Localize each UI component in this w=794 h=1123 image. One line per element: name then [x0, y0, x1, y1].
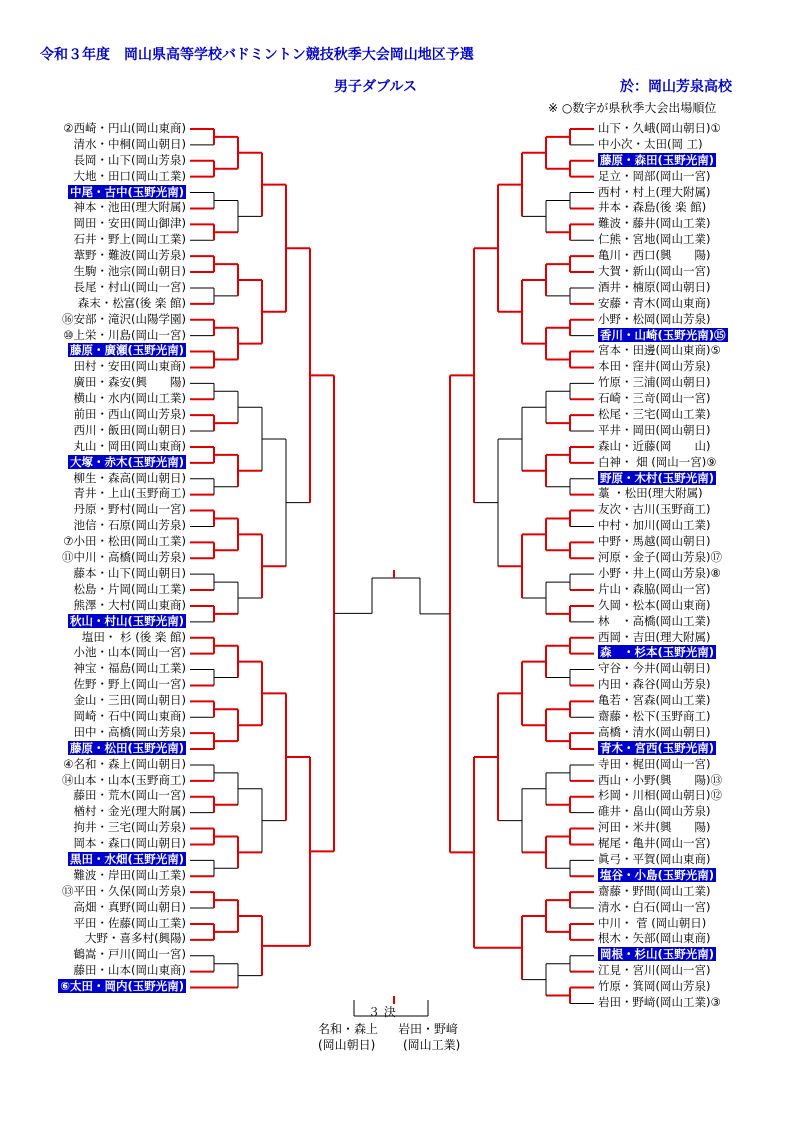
entry-name: 中小次・太田(岡 工) [598, 136, 703, 151]
entry-name: ⑦小田・松田(岡山工業) [63, 534, 186, 549]
entry-name: 眞弓・平賀(岡山東商) [598, 851, 711, 866]
entry-name: 松島・片岡(岡山工業) [73, 581, 186, 596]
entry-name: 池信・石原(岡山芳泉) [73, 518, 186, 533]
entry-name: 藤本・山下(岡山朝日) [73, 565, 186, 580]
entry-name: 藤原・松田(玉野光南) [69, 740, 184, 755]
entry-name: 田中・高橋(岡山芳泉) [73, 724, 186, 739]
entry-name: 大地・田口(岡山工業) [73, 168, 186, 183]
venue: 於：岡山芳泉高校 [620, 79, 732, 95]
entry-name: ⑯安部・滝沢(山陽学園) [62, 311, 186, 326]
entry-name: 亀川・西口(興 陽) [598, 248, 711, 263]
entry-name: 松尾・三宅(岡山工業) [598, 407, 711, 422]
entry-name: 小野・井上(岡山芳泉)⑧ [598, 565, 721, 580]
entry-name: 杉岡・川相(岡山朝日)⑫ [598, 788, 722, 803]
entry-name: 横山・水内(岡山工業) [73, 391, 186, 406]
entry-name: 田村・安田(岡山東商) [73, 359, 186, 374]
entry-name: 片山・森脇(岡山一宮) [598, 581, 711, 596]
entry-name: 石崎・三竒(岡山一宮) [598, 391, 711, 406]
entry-name: 岡本・森口(岡山朝日) [73, 836, 186, 851]
entry-name: 廣田・森安(興 陽) [73, 375, 186, 390]
entry-name: 藤田・山本(岡山東商) [73, 963, 186, 978]
entry-name: 藤原・廣瀬(玉野光南) [69, 343, 184, 358]
entry-name: 齋藤・松下(玉野商工) [598, 708, 711, 723]
entry-name: 塩谷・小島(玉野光南) [600, 867, 715, 882]
third-place-right-name: 岩田・野﨑 [398, 1022, 459, 1036]
entry-name: 安藤・青木(岡山東商) [598, 295, 711, 310]
entry-name: 岩田・野﨑(岡山工業)③ [598, 994, 721, 1009]
entry-name: 熊澤・大村(岡山東商) [73, 597, 186, 612]
entry-name: 藁 ・松田(理大附属) [598, 486, 703, 501]
event-name: 男子ダブルス [334, 79, 418, 95]
entry-name: 野原・木村(玉野光南) [600, 470, 715, 485]
entry-name: 友次・古川(玉野商工) [598, 502, 711, 517]
entry-name: 長岡・山下(岡山芳泉) [73, 152, 186, 167]
third-place-left-school: (岡山朝日) [318, 1038, 376, 1052]
entry-name: 塩田・ 杉 (後 楽 館) [81, 629, 186, 644]
entry-name: 藤田・荒木(岡山一宮) [73, 788, 186, 803]
entry-name: 大塚・赤木(玉野光南) [69, 454, 184, 469]
entry-name: 香川・山崎(玉野光南)⑮ [600, 327, 726, 342]
entry-name: ⑬平田・久保(岡山芳泉) [62, 883, 186, 898]
entry-name: 中野・馬越(岡山朝日) [598, 534, 711, 549]
entry-name: 碓井・畠山(岡山芳泉) [598, 804, 711, 819]
entry-name: 中尾・古中(玉野光南) [69, 184, 184, 199]
entry-name: 河田・米井(興 陽) [598, 820, 711, 835]
legend-note: ※ ○数字が県秋季大会出場順位 [548, 101, 717, 115]
entry-name: 小池・山本(岡山一宮) [73, 645, 186, 660]
entry-name: 西山・小野(興 陽)⑬ [598, 772, 722, 787]
third-place-right-school: (岡山工業) [403, 1038, 461, 1052]
entry-name: 平田・佐藤(岡山工業) [73, 915, 186, 930]
entry-name: 山下・久峨(岡山朝日)① [598, 121, 721, 135]
entry-name: 高畑・真野(岡山朝日) [73, 899, 186, 914]
entry-name: 佐野・野上(岡山一宮) [73, 677, 186, 692]
entry-name: 河原・金子(岡山芳泉)⑰ [598, 550, 722, 565]
entry-name: 岡田・安田(岡山御津) [73, 216, 186, 231]
entry-name: 西岡・吉田(理大附属) [598, 629, 711, 644]
entry-name: 足立・岡部(岡山一宮) [598, 168, 711, 183]
entry-name: 黒田・水畑(玉野光南) [69, 851, 184, 866]
entry-name: ⑥太田・岡内(玉野光南) [60, 979, 184, 994]
entry-name: 前田・西山(岡山芳泉) [73, 407, 186, 422]
entry-name: 竹原・箕岡(岡山芳泉) [598, 979, 711, 994]
entry-name: 梶尾・亀井(岡山一宮) [598, 836, 711, 851]
page-title: 令和３年度 岡山県高等学校バドミントン競技秋季大会岡山地区予選 [40, 47, 474, 63]
entry-name: ⑪中川・高橋(岡山芳泉) [62, 550, 186, 565]
entry-name: 森山・近藤(岡 山) [598, 438, 711, 453]
entry-name: 齋藤・野間(岡山工業) [598, 883, 711, 898]
entry-name: 林 ・高橋(岡山工業) [598, 613, 711, 628]
entry-name: ⑩上栄・川島(岡山一宮) [63, 327, 186, 342]
entry-name: 中川・ 菅 (岡山朝日) [598, 915, 707, 930]
entry-name: 難波・岸田(岡山工業) [73, 867, 186, 882]
entry-name: 久岡・松本(岡山東商) [598, 597, 711, 612]
entry-name: 金山・三田(岡山朝日) [73, 693, 186, 708]
entry-name: 青木・宮西(玉野光南) [600, 740, 715, 755]
entry-name: 西川・飯田(岡山朝日) [73, 422, 186, 437]
entry-name: 難波・藤井(岡山工業) [598, 216, 711, 231]
entry-name: 拘井・三宅(岡山芳泉) [73, 820, 186, 835]
entry-name: 丹原・野村(岡山一宮) [73, 502, 186, 517]
entry-name: 柳生・森高(岡山朝日) [73, 470, 186, 485]
entry-name: 大野・喜多村(興陽) [85, 931, 186, 946]
entry-name: 清水・中桐(岡山朝日) [73, 136, 186, 151]
entry-name: 藤原・森田(玉野光南) [600, 152, 715, 167]
entry-name: ⑭山本・山本(玉野商工) [62, 772, 186, 787]
entry-name: 宮本・田邊(岡山東商)⑤ [598, 343, 721, 358]
entry-name: 生駒・池宗(岡山朝日) [73, 264, 186, 279]
entry-name: 本田・窪井(岡山芳泉) [598, 359, 711, 374]
entry-name: 岡根・杉山(玉野光南) [600, 947, 715, 962]
third-place-left-name: 名和・森上 [318, 1022, 379, 1036]
entry-name: 根木・矢部(岡山東商) [598, 931, 711, 946]
entry-name: 丸山・岡田(岡山東商) [73, 438, 186, 453]
entry-name: 仁熊・宮地(岡山工業) [598, 232, 711, 247]
entry-name: 楢村・金光(理大附属) [73, 804, 186, 819]
entry-name: 高橋・清水(岡山朝日) [598, 724, 711, 739]
entry-name: 寺田・梶田(岡山一宮) [598, 756, 711, 771]
entry-name: 青井・上山(玉野商工) [73, 486, 186, 501]
entry-name: 平井・岡田(岡山朝日) [598, 422, 711, 437]
entry-name: ②西崎・円山(岡山東商) [63, 121, 186, 135]
entry-name: 森 ・杉本(玉野光南) [600, 645, 715, 660]
entry-name: 大賀・新山(岡山一宮) [598, 264, 711, 279]
entry-name: 岡崎・石中(岡山東商) [73, 708, 186, 723]
entry-name: 亀若・宮森(岡山工業) [598, 693, 711, 708]
entry-name: 内田・森谷(岡山芳泉) [598, 677, 711, 692]
entry-name: 中村・加川(岡山工業) [598, 518, 711, 533]
entry-name: 井本・森島(後 楽 館) [598, 200, 707, 215]
entry-name: 神本・池田(理大附属) [73, 200, 186, 215]
entry-name: 西村・村上(理大附属) [598, 184, 711, 199]
entry-name: 小野・松岡(岡山芳泉) [598, 311, 711, 326]
entry-name: 鶴嵩・戸川(岡山一宮) [73, 947, 186, 962]
entry-name: 石井・野上(岡山工業) [73, 232, 186, 247]
entry-name: ④名和・森上(岡山朝日) [63, 756, 186, 771]
entry-name: 長尾・村山(岡山一宮) [73, 279, 186, 294]
entry-name: 江見・宮川(岡山一宮) [598, 963, 711, 978]
entry-name: 神宝・福島(岡山工業) [73, 661, 186, 676]
entry-name: 秋山・村山(玉野光南) [69, 613, 184, 628]
third-place-label: ３ 決 [368, 1005, 396, 1019]
entry-name: 守谷・今井(岡山朝日) [598, 661, 711, 676]
entry-name: 白神・ 畑 (岡山一宮)⑨ [598, 454, 717, 469]
entry-name: 清水・白石(岡山一宮) [598, 899, 711, 914]
entry-name: 葦野・難波(岡山芳泉) [73, 248, 186, 263]
entry-name: 竹原・三浦(岡山朝日) [598, 375, 711, 390]
entry-name: 森末・松富(後 楽 館) [77, 295, 186, 310]
entry-name: 酒井・楠原(岡山朝日) [598, 279, 711, 294]
